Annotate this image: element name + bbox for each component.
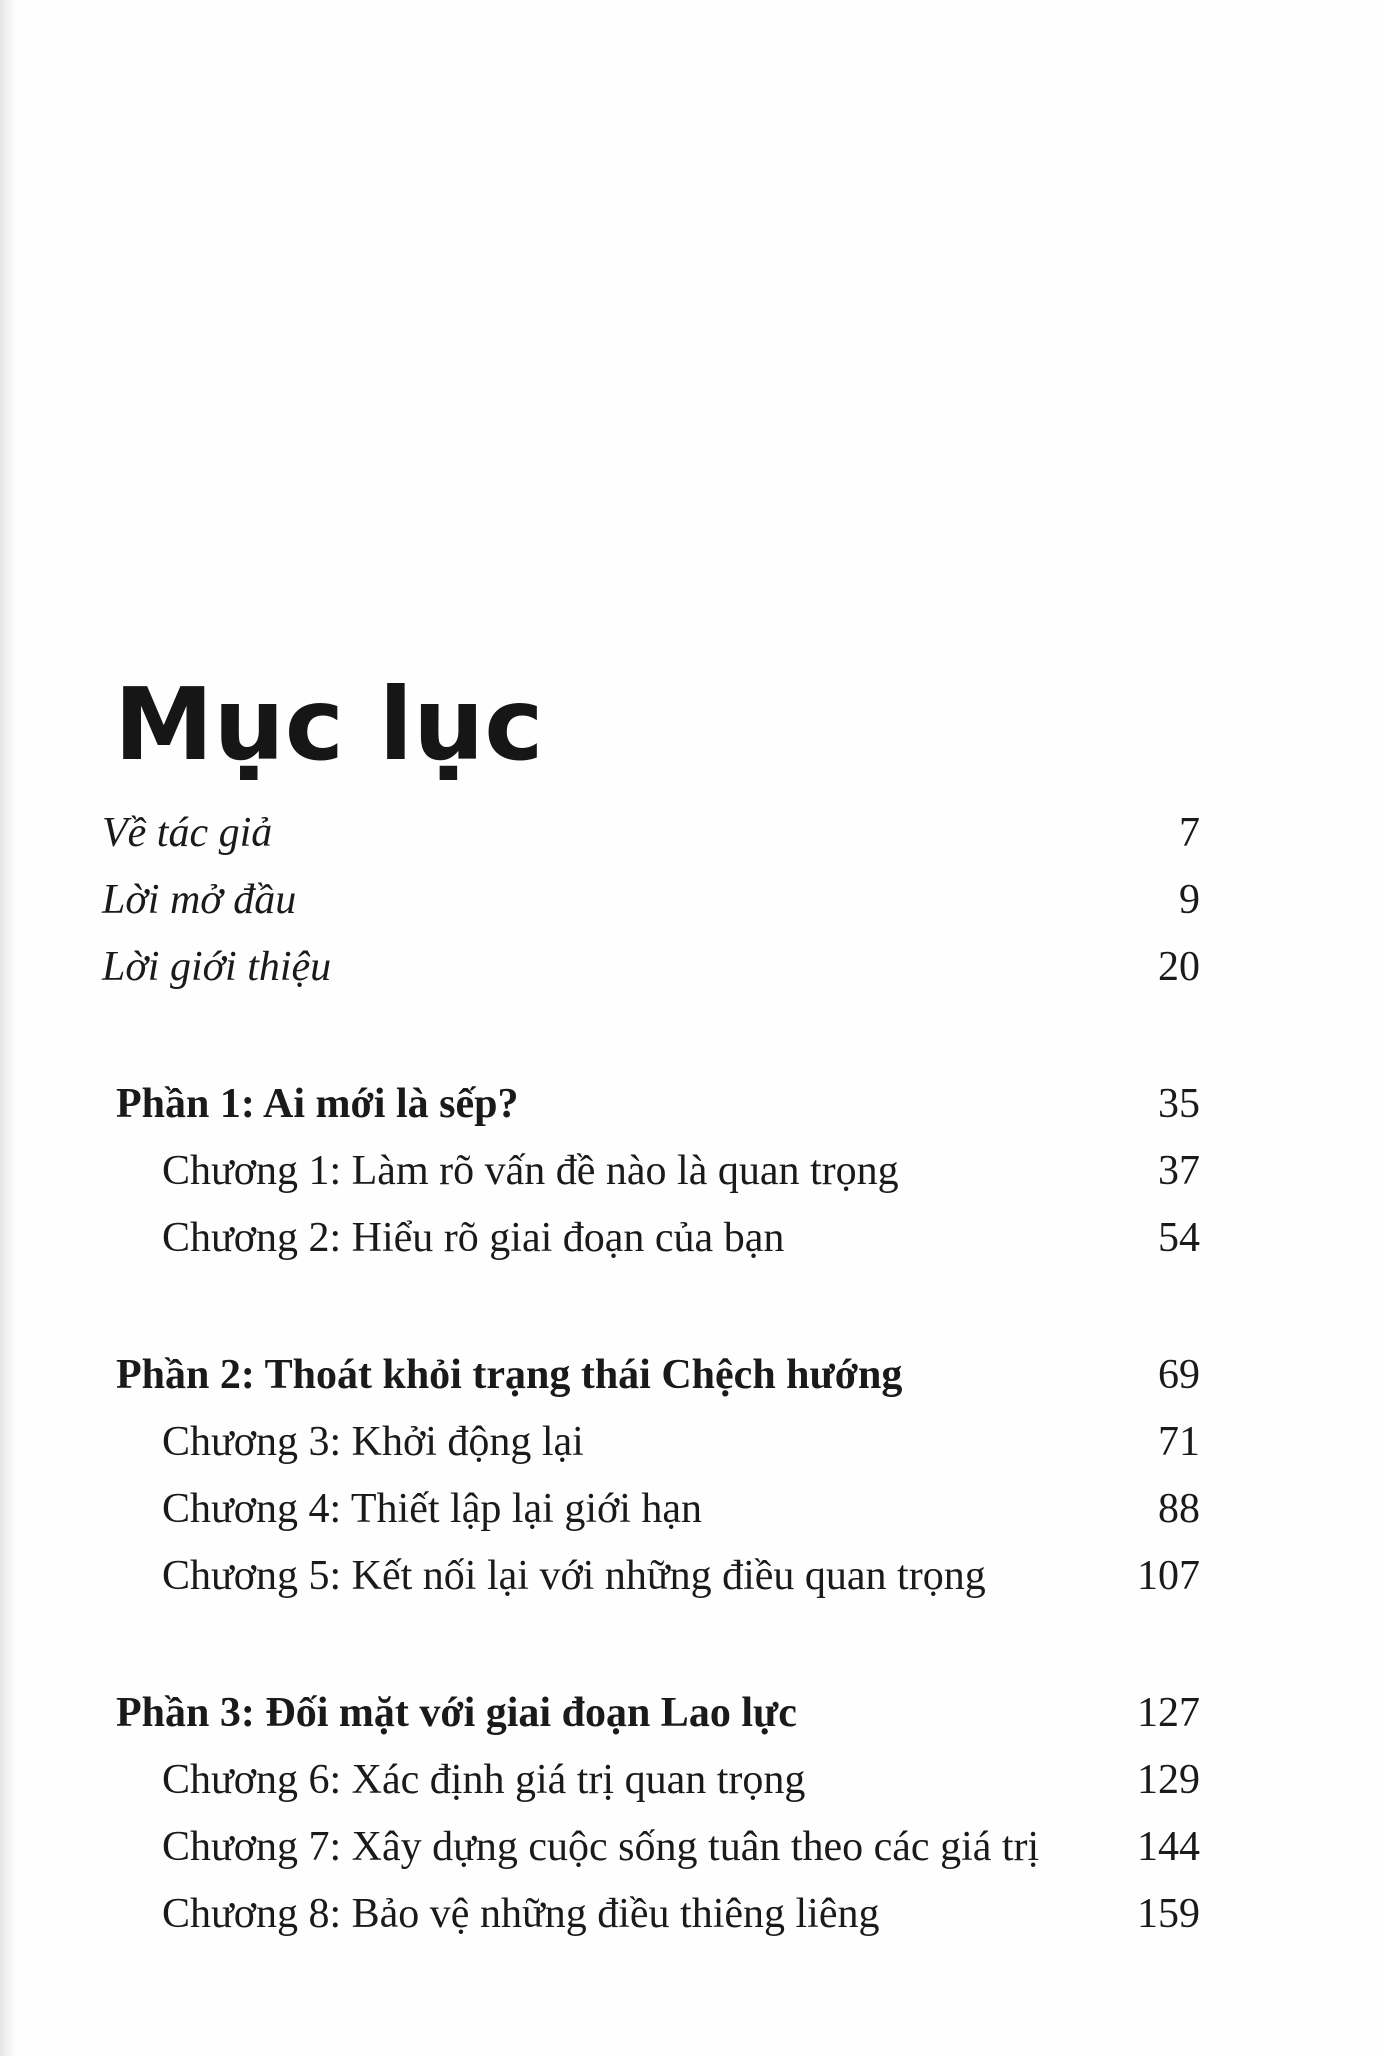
page-title: Mục lục <box>114 666 544 783</box>
toc-entry-label: Chương 3: Khởi động lại <box>162 1419 584 1465</box>
toc-entry-label: Chương 7: Xây dựng cuộc sống tuân theo các giá trị <box>162 1824 1040 1870</box>
toc-chapter-entry <box>100 1138 1200 1205</box>
toc-entry-page: 20 <box>1158 944 1200 990</box>
toc-entry-page: 7 <box>1179 810 1200 856</box>
toc-entry-label: Lời mở đầu <box>102 877 297 923</box>
toc-chapter-entry <box>100 1409 1200 1476</box>
toc-entry-page: 88 <box>1158 1486 1200 1532</box>
toc-chapter-entry <box>100 1543 1200 1610</box>
toc-entry-label: Phần 2: Thoát khỏi trạng thái Chệch hướng <box>116 1352 903 1398</box>
toc-entry-page: 69 <box>1158 1352 1200 1398</box>
table-of-contents <box>100 800 1200 1948</box>
toc-section-heading <box>100 1680 1200 1747</box>
toc-entry-label: Chương 6: Xác định giá trị quan trọng <box>162 1757 806 1803</box>
toc-entry-page: 107 <box>1137 1553 1200 1599</box>
toc-entry-page: 9 <box>1179 877 1200 923</box>
toc-entry-label: Chương 2: Hiểu rõ giai đoạn của bạn <box>162 1215 785 1261</box>
toc-entry-page: 37 <box>1158 1148 1200 1194</box>
toc-entry-page: 159 <box>1137 1891 1200 1937</box>
toc-entry-label: Phần 3: Đối mặt với giai đoạn Lao lực <box>116 1690 797 1736</box>
toc-entry-label: Lời giới thiệu <box>102 944 332 990</box>
toc-entry-label: Về tác giả <box>102 810 273 856</box>
toc-entry-label: Chương 5: Kết nối lại với những điều quan trọng <box>162 1553 986 1599</box>
toc-entry-label: Chương 8: Bảo vệ những điều thiêng liêng <box>162 1891 880 1937</box>
toc-entry-page: 144 <box>1137 1824 1200 1870</box>
toc-entry-page: 54 <box>1158 1215 1200 1261</box>
page-scan-edge <box>0 0 16 2056</box>
toc-chapter-entry <box>100 1476 1200 1543</box>
toc-section-heading <box>100 1342 1200 1409</box>
toc-chapter-entry <box>100 1881 1200 1948</box>
toc-chapter-entry <box>100 1205 1200 1272</box>
toc-entry-page: 129 <box>1137 1757 1200 1803</box>
toc-chapter-entry <box>100 1814 1200 1881</box>
toc-entry-label: Phần 1: Ai mới là sếp? <box>116 1081 519 1127</box>
toc-section-heading <box>100 1071 1200 1138</box>
toc-entry-page: 71 <box>1158 1419 1200 1465</box>
toc-front-matter-entry <box>100 934 1200 1001</box>
toc-entry-page: 127 <box>1137 1690 1200 1736</box>
toc-entry-label: Chương 4: Thiết lập lại giới hạn <box>162 1486 703 1532</box>
toc-entry-page: 35 <box>1158 1081 1200 1127</box>
toc-entry-label: Chương 1: Làm rõ vấn đề nào là quan trọng <box>162 1148 899 1194</box>
toc-front-matter-entry <box>100 800 1200 867</box>
toc-front-matter-entry <box>100 867 1200 934</box>
toc-chapter-entry <box>100 1747 1200 1814</box>
